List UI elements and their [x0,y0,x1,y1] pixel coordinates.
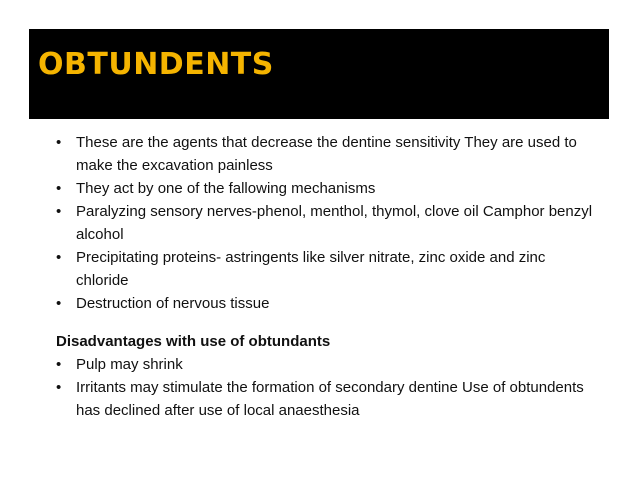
disadvantages-bullet-list [56,353,601,422]
disadvantages-heading: Disadvantages with use of obtundants [56,333,331,350]
bullet-item: • They act by one of the fallowing mechanisms [56,177,601,200]
slide-content [56,131,601,422]
bullet-item: • Pulp may shrink [56,353,601,376]
main-bullet-list [56,131,601,315]
slide-title: OBTUNDENTS [38,47,274,82]
bullet-item: • Precipitating proteins- astringents like silver nitrate, zinc oxide and zinc chloride [56,246,601,292]
bullet-item: • Paralyzing sensory nerves-phenol, menthol, thymol, clove oil Camphor benzyl alcohol [56,200,601,246]
title-band [29,29,609,119]
bullet-item: • These are the agents that decrease the dentine sensitivity They are used to make the excavation painless [56,131,601,177]
bullet-item: • Destruction of nervous tissue [56,292,601,315]
bullet-item: • Irritants may stimulate the formation of secondary dentine Use of obtundents has declined after use of local anaesthesia [56,376,601,422]
